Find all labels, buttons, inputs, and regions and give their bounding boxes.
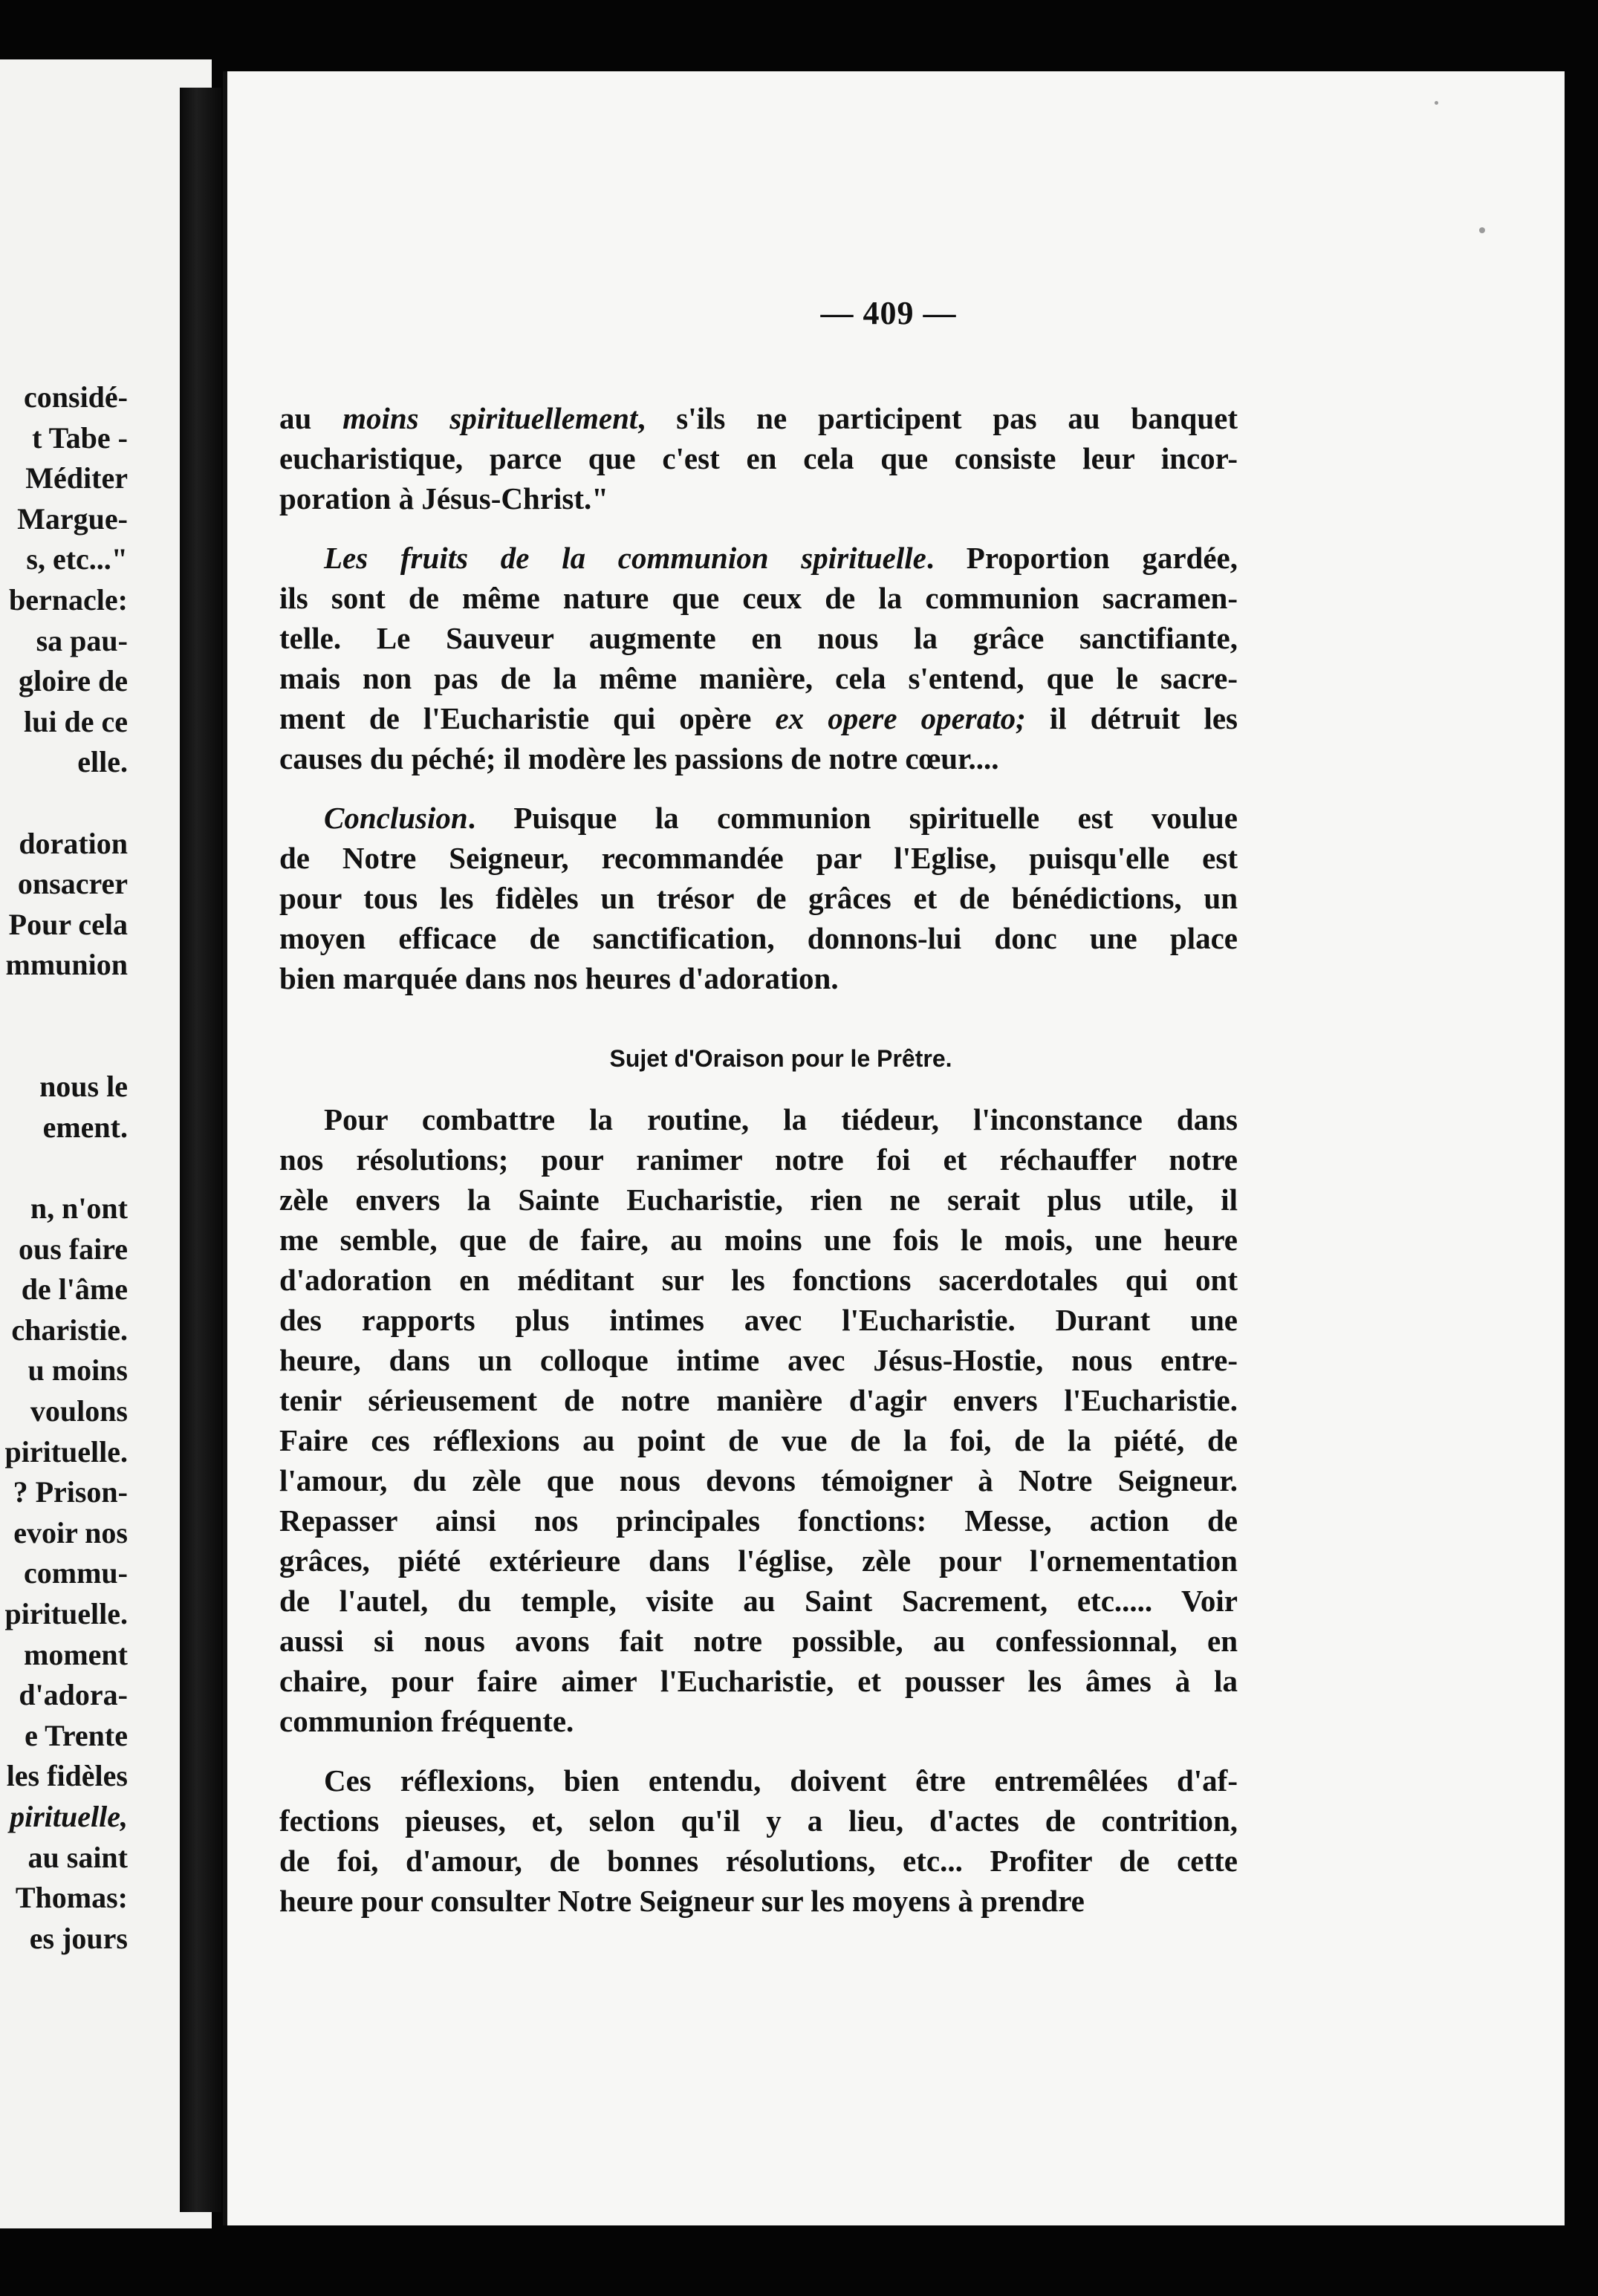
text-segment: ils sont de même nature que ceux de la communion sacramen- — [279, 581, 1238, 615]
left-page-line: n, n'ont — [30, 1191, 128, 1225]
main-page — [223, 71, 1565, 2225]
text-segment: . Proportion gardée, — [926, 541, 1238, 575]
left-page-line: pirituelle. — [4, 1597, 128, 1630]
text-line — [279, 878, 1238, 918]
left-page-line: charistie. — [11, 1313, 128, 1347]
text-line — [279, 1760, 1238, 1801]
text-line — [279, 438, 1238, 478]
left-page-line: de l'âme — [21, 1272, 128, 1307]
left-page-line: Thomas: — [15, 1881, 128, 1915]
text-segment: eucharistique, parce que c'est en cela que consiste leur incor- — [279, 441, 1238, 475]
text-segment: poration à Jésus-Christ." — [279, 481, 609, 516]
text-segment: de Notre Seigneur, recommandée par l'Eglise, puisqu'elle est — [279, 841, 1238, 875]
text-line — [279, 478, 1238, 518]
text-segment: d'adoration en méditant sur les fonctions sacerdotales qui ont — [279, 1263, 1238, 1297]
text-line — [279, 1180, 1238, 1220]
text-segment: zèle envers la Sainte Eucharistie, rien ne serait plus utile, il — [279, 1183, 1238, 1217]
italic-phrase: moins spirituellement — [342, 401, 638, 435]
text-segment: pour tous les fidèles un trésor de grâces et de bénédictions, un — [279, 881, 1238, 915]
left-page-line: ement. — [42, 1110, 128, 1144]
text-segment: chaire, pour faire aimer l'Eucharistie, et pousser les âmes à la — [279, 1664, 1238, 1698]
text-segment: fections pieuses, et, selon qu'il y a lieu, d'actes de contrition, — [279, 1804, 1238, 1838]
text-line — [279, 1380, 1238, 1420]
left-page-line: gloire de — [18, 664, 128, 698]
left-page-line: elle. — [77, 745, 128, 779]
left-page-line: sa pau- — [36, 623, 128, 657]
text-line — [279, 538, 1238, 578]
text-segment: moyen efficace de sanctification, donnons-lui donc une place — [279, 921, 1238, 955]
left-page-line: nous le — [39, 1070, 128, 1104]
text-line — [279, 958, 1238, 998]
text-segment: Ces réflexions, bien entendu, doivent être entremêlées d'af- — [324, 1763, 1238, 1798]
left-page-line: doration — [19, 826, 128, 860]
left-page-line: Margue- — [17, 501, 128, 536]
page-number: — 409 — — [820, 295, 957, 331]
text-line — [279, 578, 1238, 618]
text-segment: heure pour consulter Notre Seigneur sur les moyens à prendre — [279, 1884, 1085, 1918]
text-line — [279, 738, 1238, 778]
text-segment: grâces, piété extérieure dans l'église, zèle pour l'ornementation — [279, 1544, 1238, 1578]
text-line — [279, 1541, 1238, 1581]
left-page-line: moment — [24, 1637, 128, 1671]
paragraph — [279, 1099, 1238, 1741]
left-page-line: es jours — [29, 1921, 128, 1955]
left-page-line: u moins — [27, 1353, 128, 1388]
text-line — [279, 658, 1238, 698]
left-page-line: pirituelle, — [10, 1800, 128, 1833]
left-page-line: commu- — [24, 1556, 128, 1590]
page-body — [279, 398, 1238, 1940]
text-segment: communion fréquente. — [279, 1704, 574, 1738]
left-page-line: Méditer — [25, 461, 128, 495]
text-line — [279, 1500, 1238, 1541]
left-page-line: considé- — [24, 380, 128, 414]
text-line — [279, 1099, 1238, 1139]
text-segment: . Puisque la communion spirituelle est voulue — [467, 801, 1238, 835]
text-segment: des rapports plus intimes avec l'Eucharistie. Durant une — [279, 1303, 1238, 1337]
text-segment: au — [279, 401, 343, 435]
text-line — [279, 698, 1238, 738]
text-line — [279, 1661, 1238, 1701]
text-line — [279, 1881, 1238, 1921]
text-line — [279, 1701, 1238, 1741]
text-line — [279, 1420, 1238, 1460]
left-page-line: s, etc..." — [26, 542, 128, 576]
left-page-line: au saint — [27, 1840, 128, 1874]
text-segment: mais non pas de la même manière, cela s'entend, que le sacre- — [279, 661, 1238, 695]
left-page-line: les fidèles — [6, 1759, 128, 1793]
text-segment: , s'ils ne participent pas au banquet — [637, 401, 1238, 435]
left-page-line: t Tabe - — [32, 420, 128, 455]
text-line — [279, 618, 1238, 658]
left-page-line: onsacrer — [17, 867, 128, 901]
text-line — [279, 1139, 1238, 1180]
left-page-line: mmunion — [5, 948, 128, 982]
text-segment: l'amour, du zèle que nous devons témoigner à Notre Seigneur. — [279, 1463, 1238, 1497]
left-page-line: voulons — [30, 1394, 128, 1428]
text-segment: de l'autel, du temple, visite au Saint Sacrement, etc..... Voir — [279, 1584, 1238, 1618]
left-page-line: evoir nos — [13, 1515, 128, 1549]
text-line — [279, 1581, 1238, 1621]
text-line — [279, 838, 1238, 878]
left-page-line: lui de ce — [24, 704, 128, 738]
text-line — [279, 1340, 1238, 1380]
text-line — [279, 1841, 1238, 1881]
left-page-line: ? Prison- — [13, 1475, 128, 1509]
text-segment: telle. Le Sauveur augmente en nous la grâce sanctifiante, — [279, 621, 1238, 655]
scan-speck — [1479, 227, 1485, 233]
paragraph — [279, 798, 1238, 998]
scan-speck — [1435, 101, 1438, 105]
italic-phrase: ex opere operato; — [775, 701, 1026, 735]
italic-phrase: Conclusion — [324, 801, 468, 835]
section-heading: Sujet d'Oraison pour le Prêtre. — [609, 1045, 952, 1072]
text-line — [279, 1260, 1238, 1300]
text-line — [279, 1621, 1238, 1661]
left-page-line: Pour cela — [8, 907, 128, 941]
left-page-line: pirituelle. — [4, 1434, 128, 1469]
text-line — [279, 1460, 1238, 1500]
text-segment: heure, dans un colloque intime avec Jésus-Hostie, nous entre- — [279, 1343, 1238, 1377]
text-segment: ment de l'Eucharistie qui opère — [279, 701, 776, 735]
text-segment: tenir sérieusement de notre manière d'agir envers l'Eucharistie. — [279, 1383, 1238, 1417]
book-gutter — [180, 88, 221, 2212]
text-segment: nos résolutions; pour ranimer notre foi et réchauffer notre — [279, 1142, 1238, 1177]
text-segment: Faire ces réflexions au point de vue de la foi, de la piété, de — [279, 1423, 1238, 1457]
text-line — [279, 1801, 1238, 1841]
text-segment: Repasser ainsi nos principales fonctions: Messe, action de — [279, 1503, 1238, 1538]
text-segment: aussi si nous avons fait notre possible, au confessionnal, en — [279, 1624, 1238, 1658]
text-line — [279, 1300, 1238, 1340]
paragraph — [279, 538, 1238, 778]
italic-phrase: Les fruits de la communion spirituelle — [324, 541, 926, 575]
text-segment: il détruit les — [1025, 701, 1238, 735]
text-line — [279, 918, 1238, 958]
left-page-line: d'adora- — [19, 1678, 128, 1712]
text-segment: de foi, d'amour, de bonnes résolutions, etc... Profiter de cette — [279, 1844, 1238, 1878]
text-line — [279, 398, 1238, 438]
text-segment: causes du péché; il modère les passions de notre cœur.... — [279, 741, 999, 775]
text-segment: bien marquée dans nos heures d'adoration. — [279, 961, 839, 995]
text-segment: me semble, que de faire, au moins une fois le mois, une heure — [279, 1223, 1238, 1257]
left-page-line: e Trente — [25, 1718, 128, 1752]
left-page-line: bernacle: — [9, 583, 128, 617]
paragraph — [279, 1760, 1238, 1921]
text-segment: Pour combattre la routine, la tiédeur, l'inconstance dans — [324, 1102, 1238, 1136]
paragraph — [279, 398, 1238, 518]
left-page-line: ous faire — [18, 1232, 128, 1266]
text-line — [279, 1220, 1238, 1260]
text-line — [279, 798, 1238, 838]
